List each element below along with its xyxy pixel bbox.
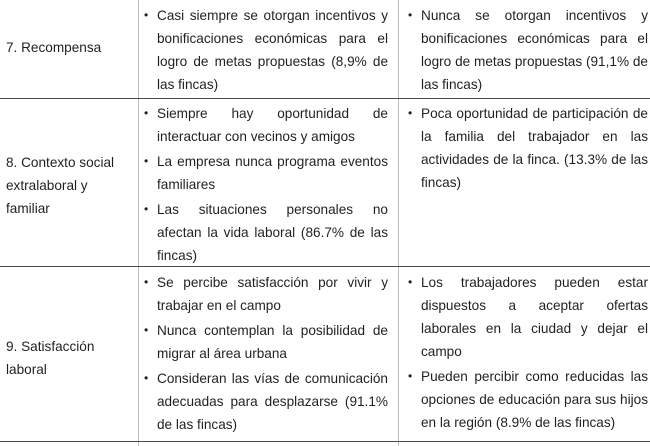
list-item: • Siempre hay oportunidad de interactuar con vecinos y amigos (144, 102, 388, 148)
column-divider (398, 0, 399, 446)
row-recompensa-right-cell (408, 4, 648, 98)
bullet-icon: • (408, 369, 413, 383)
row-satisfaccion-right-cell (408, 271, 648, 436)
list-item: • Nunca se otorgan incentivos y bonificaciones económicas para el logro de metas propuestas (91,1% de las fincas) (408, 4, 648, 96)
bullet-icon: • (408, 106, 413, 120)
list-item: • Las situaciones personales no afectan la vida laboral (86.7% de las fincas) (144, 198, 388, 267)
list-item: • Casi siempre se otorgan incentivos y bonificaciones económicas para el logro de metas propuestas (8,9% de las fincas) (144, 4, 388, 96)
bullet-icon: • (144, 106, 149, 120)
list-item: • Nunca contemplan la posibilidad de migrar al área urbana (144, 319, 388, 365)
list-item: • La empresa nunca programa eventos familiares (144, 150, 388, 196)
bullet-icon: • (408, 275, 413, 289)
column-divider (138, 0, 139, 446)
row-label-contexto-social: 8. Contexto social extralaboral y familiar (6, 155, 115, 216)
row-label-recompensa: 7. Recompensa (6, 40, 102, 55)
row-contexto-left-cell (144, 102, 388, 269)
bullet-icon: • (144, 154, 149, 168)
row-recompensa-left-cell (144, 4, 388, 98)
list-item: • Se percibe satisfacción por vivir y trabajar en el campo (144, 271, 388, 317)
table-bottom-border (0, 441, 650, 442)
row-satisfaccion-left-cell (144, 271, 388, 438)
bullet-icon: • (408, 8, 413, 22)
list-item: • Los trabajadores pueden estar dispuestos a aceptar ofertas laborales en la ciudad y dejar el campo (408, 271, 648, 363)
list-item: • Consideran las vías de comunicación adecuadas para desplazarse (91.1% de las fincas) (144, 367, 388, 436)
list-item: • Poca oportunidad de participación de la familia del trabajador en las actividades de la finca. (13.3% de las fincas) (408, 102, 648, 194)
list-item: • Pueden percibir como reducidas las opciones de educación para sus hijos en la región (8.9% de las fincas) (408, 365, 648, 434)
bullet-icon: • (144, 202, 149, 216)
bullet-icon: • (144, 323, 149, 337)
bullet-icon: • (144, 275, 149, 289)
row-label-satisfaccion-laboral: 9. Satisfacción laboral (6, 339, 95, 377)
row-separator (0, 98, 650, 99)
row-separator (0, 266, 650, 267)
row-contexto-right-cell (408, 102, 648, 196)
bullet-icon: • (144, 8, 149, 22)
bullet-icon: • (144, 371, 149, 385)
